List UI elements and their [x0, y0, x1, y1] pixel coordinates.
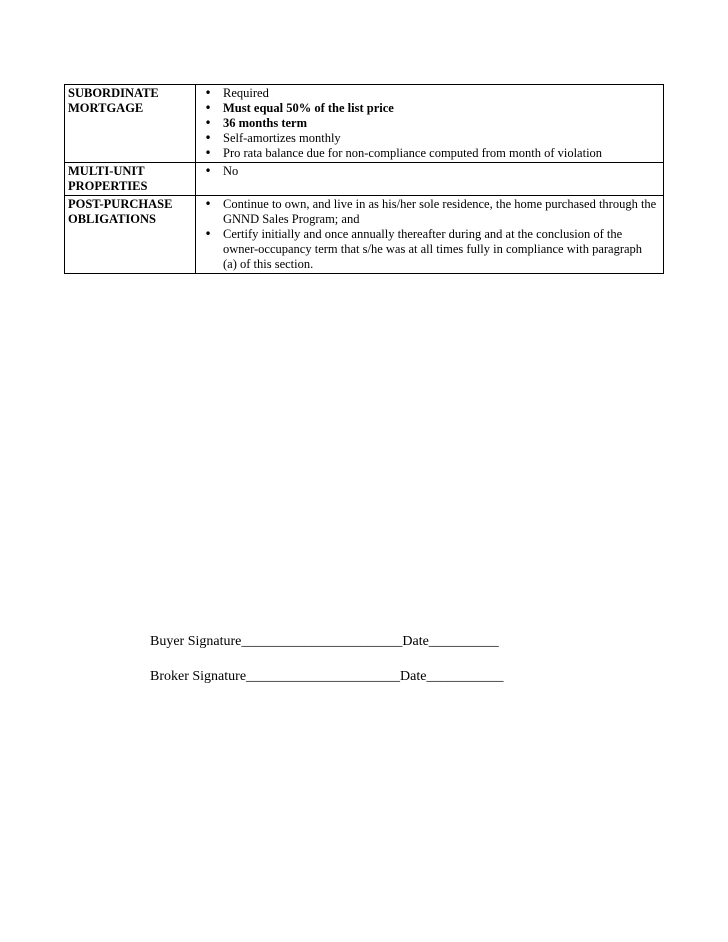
bullet-icon: •	[204, 86, 212, 100]
bullet-icon: •	[204, 197, 212, 211]
broker-signature-line: Broker Signature______________________Date___________	[150, 669, 504, 684]
row-label: POST-PURCHASE OBLIGATIONS	[65, 196, 196, 274]
row-content	[196, 85, 664, 163]
row-content	[196, 163, 664, 196]
list-item: • 36 months term	[204, 116, 308, 130]
list-item: • Self-amortizes monthly	[204, 131, 341, 145]
list-item: • Required	[204, 86, 269, 100]
buyer-signature-line: Buyer Signature_______________________Date__________	[150, 634, 499, 649]
list-item: • Certify initially and once annually thereafter during and at the conclusion of the owner-occupancy term that s/he was at all times fully in compliance with paragraph (a) of this section.	[204, 227, 643, 271]
bullet-icon: •	[204, 146, 212, 160]
bullet-icon: •	[204, 227, 212, 241]
bullet-icon: •	[204, 131, 212, 145]
bullet-list	[196, 86, 659, 161]
list-item: • Must equal 50% of the list price	[204, 101, 394, 115]
list-item: • No	[204, 164, 239, 178]
table-row-subordinate-mortgage	[65, 85, 664, 163]
bullet-icon: •	[204, 116, 212, 130]
bullet-list	[196, 164, 659, 179]
row-label: MULTI-UNIT PROPERTIES	[65, 163, 196, 196]
list-item: • Continue to own, and live in as his/her sole residence, the home purchased through the GNND Sales Program; and	[204, 197, 657, 226]
bullet-icon: •	[204, 164, 212, 178]
row-label: SUBORDINATE MORTGAGE	[65, 85, 196, 163]
signature-block	[150, 633, 503, 703]
table-row-post-purchase-obligations	[65, 196, 664, 274]
terms-table	[64, 84, 664, 274]
bullet-list	[196, 197, 659, 272]
bullet-icon: •	[204, 101, 212, 115]
row-content	[196, 196, 664, 274]
table-row-multi-unit-properties	[65, 163, 664, 196]
list-item: • Pro rata balance due for non-compliance computed from month of violation	[204, 146, 603, 160]
